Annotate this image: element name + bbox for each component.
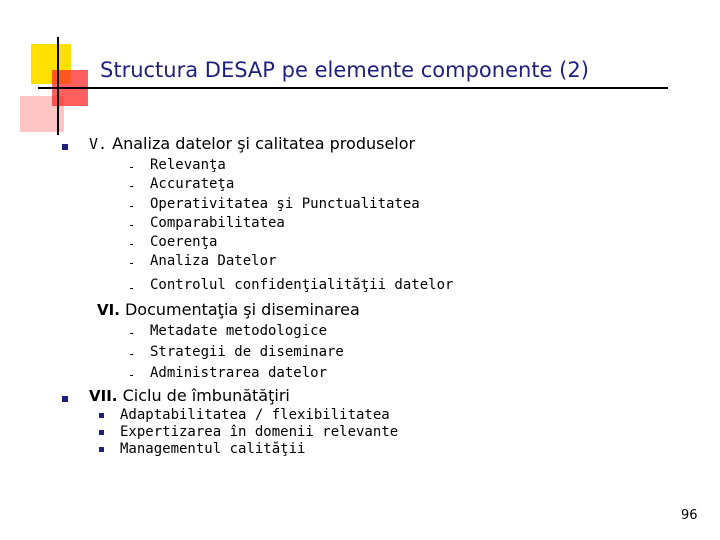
dash-marker: - <box>128 179 136 193</box>
section-vii-title: Ciclu de îmbunătăţiri <box>122 386 290 405</box>
list-item: Analiza Datelor <box>150 253 277 269</box>
list-item: Operativitatea şi Punctualitatea <box>150 196 420 212</box>
dash-marker: - <box>128 281 136 295</box>
list-item: Coerenţa <box>150 234 218 250</box>
list-item: Metadate metodologice <box>150 323 328 339</box>
small-bullet-icon <box>99 413 104 418</box>
bullet-square-icon <box>62 144 68 150</box>
dash-marker: - <box>128 237 136 251</box>
section-vii-numeral: VII. <box>89 387 118 405</box>
dash-marker: - <box>128 218 136 232</box>
section-vi-numeral: VI. <box>97 301 120 319</box>
dash-marker: - <box>128 326 136 340</box>
dash-marker: - <box>128 160 136 174</box>
small-bullet-icon <box>99 447 104 452</box>
title-underline <box>38 87 668 89</box>
section-v-title: Analiza datelor şi calitatea produselor <box>112 134 416 153</box>
list-item: Strategii de diseminare <box>150 344 344 360</box>
list-item: Relevanţa <box>150 157 226 173</box>
section-vii-heading <box>89 386 290 405</box>
section-v-numeral: V. <box>89 135 108 153</box>
list-item: Managementul calităţii <box>120 441 306 457</box>
section-v-heading <box>89 134 415 153</box>
dash-marker: - <box>128 256 136 270</box>
list-item: Controlul confidenţialităţii datelor <box>150 277 454 293</box>
list-item: Accurateţa <box>150 176 235 192</box>
dash-marker: - <box>128 199 136 213</box>
list-item: Comparabilitatea <box>150 215 285 231</box>
section-vi-heading <box>97 300 360 319</box>
list-item: Expertizarea în domenii relevante <box>120 424 399 440</box>
dash-marker: - <box>128 368 136 382</box>
list-item: Adaptabilitatea / flexibilitatea <box>120 407 390 423</box>
page-number: 96 <box>681 508 698 523</box>
list-item: Administrarea datelor <box>150 365 328 381</box>
decor-vertical-rule <box>57 37 59 135</box>
dash-marker: - <box>128 347 136 361</box>
small-bullet-icon <box>99 430 104 435</box>
slide-title: Structura DESAP pe elemente componente (2) <box>100 58 589 82</box>
section-vi-title: Documentaţia şi diseminarea <box>124 300 360 319</box>
bullet-square-icon <box>62 396 68 402</box>
